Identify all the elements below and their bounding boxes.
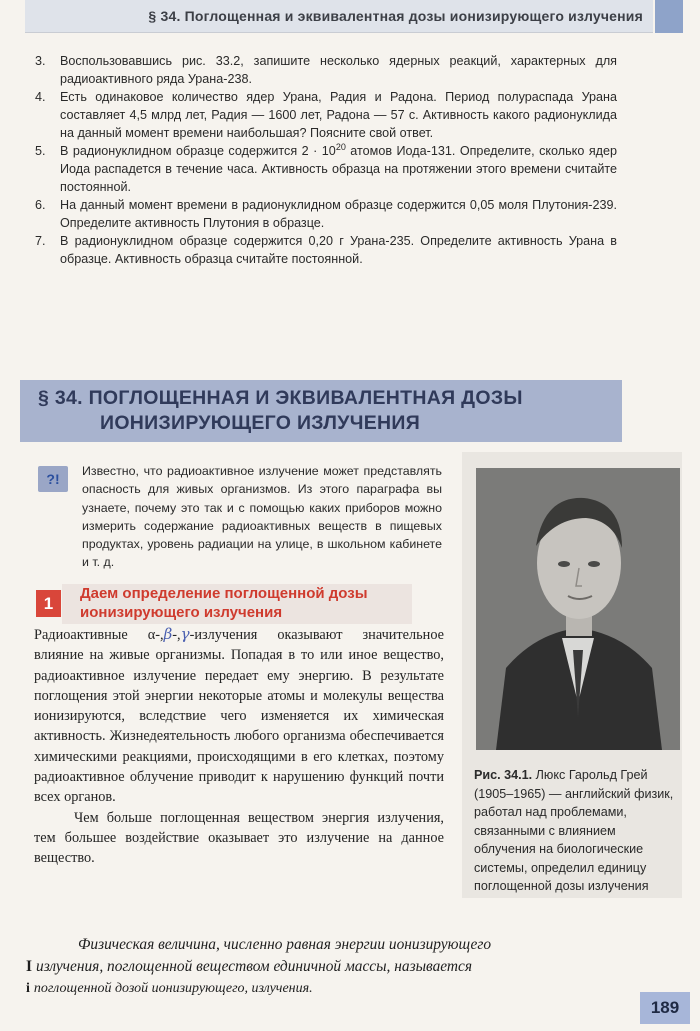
intro-text: Известно, что радиоактивное излучение может представлять опасность для живых организмов. Из этого параграфа вы узнаете, почему это так и с помощью каких приборов можно измерить содержание радиоактивных веществ в пищевых продуктах, уровень радиации на улице, в школьном кабинете и т. д. [82,464,442,570]
header-color-tab [655,0,683,33]
section-title [38,386,618,436]
task-item: 5. В радионуклидном образце содержится $2 \cdot 10^{20}$ атомов Иода-131. Определите, сколько ядер Иода распадется в течение часа. Активность образца на протяжении этого времени считайте постоянной. [35,141,617,194]
section-title-line2: ИОНИЗИРУЮЩЕГО ИЗЛУЧЕНИЯ [100,412,421,434]
page-number: 189 [640,992,690,1024]
running-header [25,0,653,33]
section-title-line1: § 34. ПОГЛОЩЕННАЯ И ЭКВИВАЛЕНТНАЯ ДОЗЫ [38,387,523,409]
task-item: 6. На данный момент времени в радионуклидном образце содержится 0,05 моля Плутония-239. Определите активность Плутония в образце. [35,198,617,230]
definition-line3: i поглощенной дозой ионизирующего, излучения. [26,981,313,996]
portrait-icon [476,468,680,750]
question-exclamation-icon: ?! [38,466,68,492]
task-item: 7. В радионуклидном образце содержится 0,20 г Урана-235. Определите активность Урана в образце. Активность образца считайте постоянной. [35,234,617,266]
portrait-photo [476,468,680,750]
task-item: 3. Воспользовавшись рис. 33.2, запишите несколько ядерных реакций, характерных для радиоактивного ряда Урана-238. [35,54,617,86]
figure-caption-text: Люкс Гарольд Грей (1905–1965) — английский физик, работал над проблемами, связанными с влиянием облучения на биологические системы, определил единицу поглощенной дозы излучения [474,768,674,893]
definition-line2: I излучения, поглощенной веществом единичной массы, называется [26,958,473,975]
running-header-title: § 34. Поглощенная и эквивалентная дозы ионизирующего излучения [148,8,643,24]
definition [26,934,646,1000]
body-text [34,624,444,869]
figure-caption [474,766,680,896]
subsection-number: 1 [36,590,61,617]
task-item: 4. Есть одинаковое количество ядер Урана, Радия и Радона. Период полураспада Урана составляет 4,5 млрд лет, Радия — 1600 лет, Радона — 57 с. Активность какого радионуклида на данный момент времени наибольшая? Поясните свой ответ. [35,90,617,140]
body-paragraph: Радиоактивные α-,β-,γ-излучения оказывают значительное влияние на живые организмы. Попадая в то или иное вещество, радиоактивное излучение передает ему энергию. В результате поглощения этой энергии некоторые атомы и молекулы вещества ионизируются, вследствие чего изменяется их химическая активность. Жизнедеятельность любого организма обеспечивается химическими реакциями, происходящими в его клетках, поэтому радиоактивное облучение приводит к нарушению функций почти всех органов. [34,625,444,806]
body-paragraph: Чем больше поглощенная веществом энергия излучения, тем большее воздействие оказывает это излучение на данное вещество. [34,809,444,867]
handwritten-gamma: γ [180,625,190,643]
subsection-title: Даем определение поглощенной дозы ионизирующего излучения [80,585,368,621]
figure-label: Рис. 34.1. [474,768,533,782]
handwritten-beta: β [163,625,173,643]
definition-line1: Физическая величина, численно равная энергии ионизирующего [78,936,492,953]
task-list [35,52,617,268]
